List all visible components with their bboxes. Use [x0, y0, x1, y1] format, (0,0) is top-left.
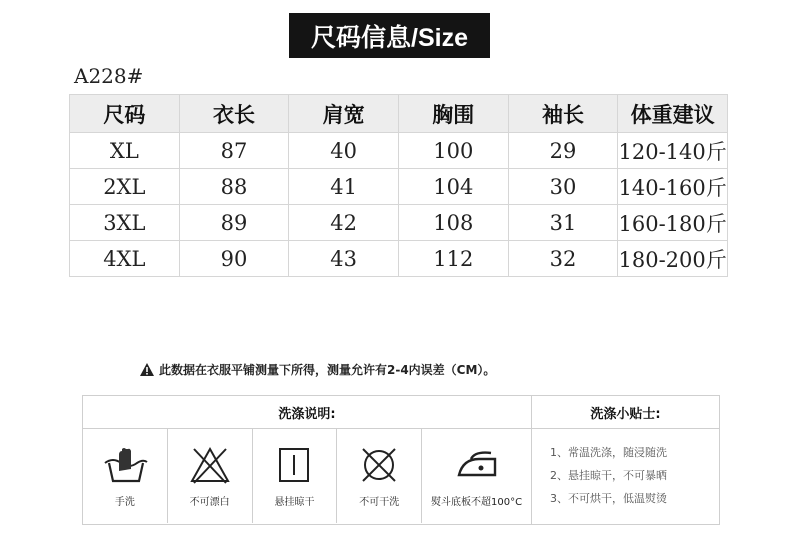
table-cell: 3XL — [70, 205, 180, 241]
size-table — [69, 94, 728, 277]
care-tip: 2、悬挂晾干，不可暴晒 — [550, 469, 667, 482]
table-cell: 88 — [179, 169, 289, 205]
table-cell: 31 — [508, 205, 618, 241]
table-cell: 42 — [289, 205, 399, 241]
care-tip: 1、常温洗涤，随浸随洗 — [550, 446, 667, 459]
column-header: 肩宽 — [289, 95, 399, 133]
table-cell: 89 — [179, 205, 289, 241]
warning-icon — [140, 363, 154, 376]
care-item-hand-wash — [83, 429, 168, 523]
table-cell: 41 — [289, 169, 399, 205]
table-cell: 100 — [398, 133, 508, 169]
table-cell: 32 — [508, 241, 618, 277]
care-tips — [531, 396, 719, 524]
care-tip: 3、不可烘干，低温熨烫 — [550, 492, 667, 505]
care-item-line-dry — [253, 429, 338, 523]
care-item-iron — [422, 429, 531, 523]
column-header: 体重建议 — [618, 95, 728, 133]
care-label: 不可干洗 — [359, 496, 400, 508]
care-instructions-title: 洗涤说明: — [83, 396, 531, 429]
table-cell: 180-200斤 — [618, 241, 728, 277]
table-cell: 2XL — [70, 169, 180, 205]
table-cell: 108 — [398, 205, 508, 241]
care-label: 不可漂白 — [189, 496, 230, 508]
care-panel — [82, 395, 720, 525]
column-header: 胸围 — [398, 95, 508, 133]
care-label: 手洗 — [114, 496, 135, 508]
table-cell: 160-180斤 — [618, 205, 728, 241]
care-item-no-dry-clean — [337, 429, 422, 523]
care-instructions — [83, 396, 531, 524]
column-header: 尺码 — [70, 95, 180, 133]
table-cell: 90 — [179, 241, 289, 277]
table-cell: 4XL — [70, 241, 180, 277]
table-row — [70, 205, 728, 241]
table-row — [70, 169, 728, 205]
line-dry-icon — [276, 445, 312, 485]
model-code: A228# — [74, 64, 144, 88]
care-item-no-bleach — [168, 429, 253, 523]
table-row — [70, 133, 728, 169]
table-cell: 87 — [179, 133, 289, 169]
table-cell: 140-160斤 — [618, 169, 728, 205]
measurement-note — [140, 361, 600, 378]
page-title: 尺码信息/Size — [289, 13, 490, 58]
care-tips-title: 洗涤小贴士: — [532, 396, 719, 429]
column-header: 衣长 — [179, 95, 289, 133]
table-cell: 29 — [508, 133, 618, 169]
care-label: 熨斗底板不超100°C — [431, 496, 523, 508]
table-cell: XL — [70, 133, 180, 169]
no-bleach-icon — [188, 445, 232, 485]
table-cell: 40 — [289, 133, 399, 169]
table-row — [70, 241, 728, 277]
column-header: 袖长 — [508, 95, 618, 133]
no-dry-clean-icon — [357, 445, 401, 485]
care-label: 悬挂晾干 — [274, 496, 315, 508]
table-cell: 120-140斤 — [618, 133, 728, 169]
note-text: 此数据在衣服平铺测量下所得，测量允许有2-4内误差（CM）。 — [159, 363, 496, 377]
table-cell: 104 — [398, 169, 508, 205]
care-tips-list — [532, 429, 719, 510]
table-header-row — [70, 95, 728, 133]
care-icons-row — [83, 429, 531, 523]
iron-icon — [451, 445, 503, 485]
table-cell: 43 — [289, 241, 399, 277]
table-cell: 30 — [508, 169, 618, 205]
table-cell: 112 — [398, 241, 508, 277]
hand-wash-icon — [101, 445, 149, 485]
